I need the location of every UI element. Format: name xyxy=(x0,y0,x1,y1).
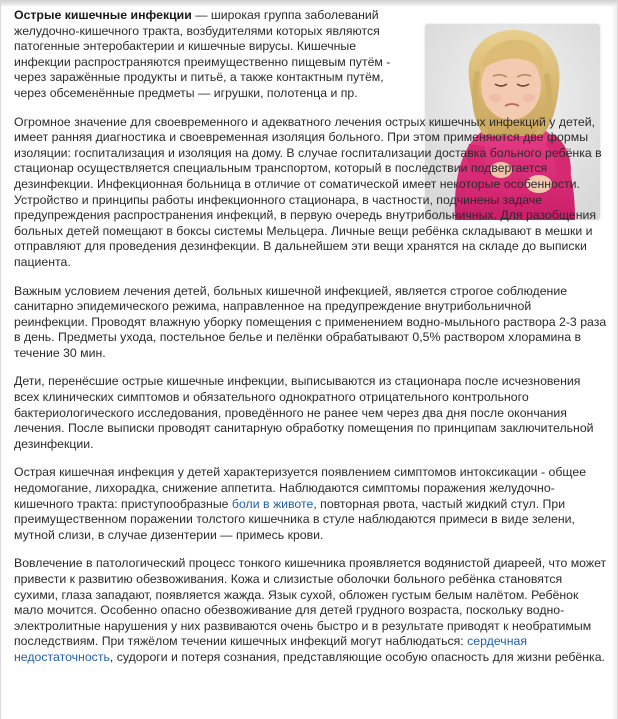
symptoms-text-after: , повторная рвота, частый жидкий стул. При преимущественном поражении толстого кишечника в стуле наблюдаются примеси в виде зелени, мутной слизи, в случае дизентерии — примесь крови. xyxy=(14,496,575,542)
dehydration-text-after: , судороги и потеря сознания, представляющие особую опасность для жизни ребёнка. xyxy=(109,649,605,664)
paragraph-intro xyxy=(14,8,414,102)
page-edge-shadow xyxy=(611,6,617,719)
dehydration-text-before: Вовлечение в патологический процесс тонкого кишечника проявляется водянистой диареей, что может привести к развитию обезвоживания. Кожа и слизистые оболочки больного ребёнка становятся сухими, глаза западают, появляется жажда. Язык сухой, обложен густым белым налётом. Ребёнок мало мочится. Особенно опасно обезвоживание для детей грудного возраста, поскольку водно-электролитные нарушения у них развиваются очень быстро и в результате приводят к необратимым последствиям. При тяжёлом течении кишечных инфекций могут наблюдаться: xyxy=(14,556,607,649)
heart-failure-link[interactable]: сердечная недостаточность xyxy=(14,634,527,664)
intro-term: Острые кишечные инфекции xyxy=(14,8,192,22)
paragraph-discharge: Дети, перенёсшие острые кишечные инфекции, выписываются из стационара после исчезновения всех клинических симптомов и обязательного однократного отрицательного контрольного бактериологического исследования, проведённого не ранее чем через два дня после окончания лечения. После выписки проводят санитарную обработку помещения по принципам заключительной дезинфекции. xyxy=(14,374,594,451)
intro-text: — широкая группа заболеваний желудочно-кишечного тракта, возбудителями которых являются патогенные энтеробактерии и кишечные вирусы. Кишечные инфекции распространяются преимущественно пищевым путём - через заражённые продукты и питьё, а также контактным путём, через обсеменённые предметы — игрушки, полотенца и пр. xyxy=(14,8,391,100)
symptoms-text-before: Острая кишечная инфекция у детей характеризуется появлением симптомов интоксикации - общее недомогание, лихорадка, снижение аппетита. Наблюдаются симптомы поражения желудочно-кишечного тракта: приступообразные xyxy=(14,465,587,511)
article-body xyxy=(14,8,608,679)
paragraph-sanitary-regime: Важным условием лечения детей, больных кишечной инфекцией, является строгое соблюдение санитарно эпидемического режима, направленное на предупреждение внутрибольничной реинфекции. Проводят влажную уборку помещения с применением водно-мыльного раствора 2-3 раза в день. Предметы ухода, постельное белье и пелёнки обрабатывают 0,5% раствором хлорамина в течение 30 мин. xyxy=(14,283,607,360)
paragraph-dehydration xyxy=(14,556,608,665)
paragraph-isolation: Огромное значение для своевременного и адекватного лечения острых кишечных инфекций у детей, имеет ранняя диагностика и своевременная изоляция больного. При этом применяются две формы изоляции: госпитализация и изоляция на дому. В случае госпитализации доставка больного ребёнка в стационар осуществляется специальным транспортом, который в последствии подвергается дезинфекции. Инфекционная больница в отличие от соматической имеет некоторые особенности. Устройство и принципы работы инфекционного стационара, в частности, подчинены задаче предупреждения распространения инфекций, в первую очередь внутрибольничных. Для разобщения больных детей помещают в боксы системы Мельцера. Личные вещи ребёнка складывают в мешки и отправляют для проведения дезинфекции. В дальнейшем эти вещи хранятся на складе до выписки пациента. xyxy=(14,114,602,269)
top-border xyxy=(1,0,617,6)
paragraph-symptoms xyxy=(14,465,608,543)
abdominal-pain-link[interactable]: боли в животе xyxy=(231,496,314,511)
